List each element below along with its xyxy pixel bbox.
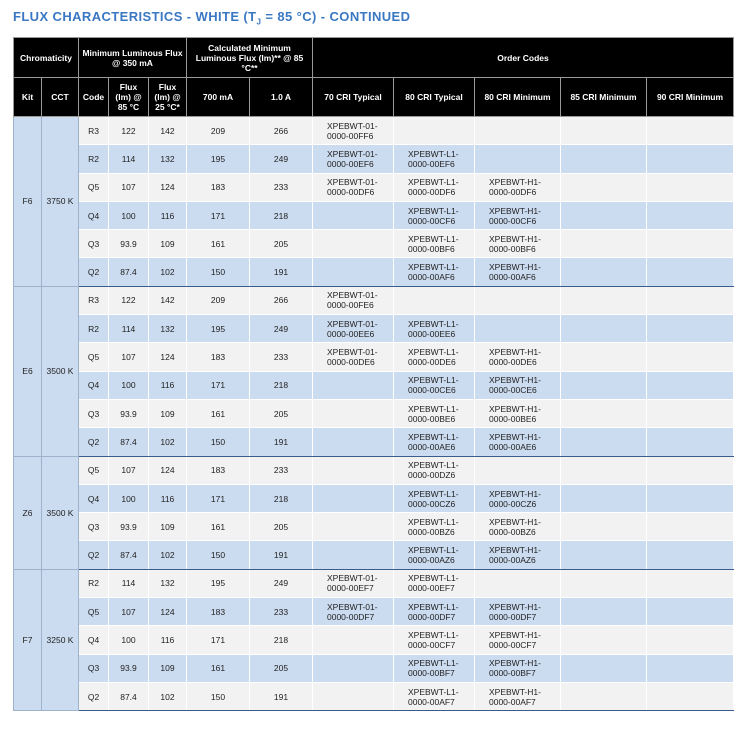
table-row [14, 117, 734, 145]
table-row [14, 654, 734, 682]
code-cell: Q5 [79, 343, 109, 371]
a1-cell: 191 [250, 258, 313, 286]
ma700-cell: 150 [187, 541, 250, 569]
table-row [14, 513, 734, 541]
table-row [14, 626, 734, 654]
order-code-cell [313, 399, 394, 427]
table-row [14, 286, 734, 314]
f85-cell: 122 [109, 117, 149, 145]
order-code-cell: XPEBWT-01-0000-00FF6 [313, 117, 394, 145]
table-row [14, 315, 734, 343]
empty-order-code-cell [561, 569, 647, 597]
code-cell: Q3 [79, 399, 109, 427]
kit-cell: F7 [14, 569, 42, 710]
f85-cell: 107 [109, 598, 149, 626]
order-code-cell [475, 286, 561, 314]
order-code-cell: XPEBWT-L1-0000-00AF7 [394, 682, 475, 710]
f85-cell: 100 [109, 201, 149, 229]
order-code-cell: XPEBWT-L1-0000-00EE6 [394, 315, 475, 343]
table-row [14, 145, 734, 173]
90-cri-minimum-header: 90 CRI Minimum [647, 78, 734, 117]
empty-order-code-cell [647, 399, 734, 427]
code-cell: Q4 [79, 484, 109, 512]
table-body [14, 117, 734, 711]
order-code-cell: XPEBWT-L1-0000-00CF6 [394, 201, 475, 229]
f85-cell: 107 [109, 343, 149, 371]
ma700-cell: 171 [187, 484, 250, 512]
cct-cell: 3500 K [42, 456, 79, 569]
order-code-cell: XPEBWT-01-0000-00DF7 [313, 598, 394, 626]
order-code-cell [313, 428, 394, 456]
table-row [14, 201, 734, 229]
a1-cell: 233 [250, 456, 313, 484]
table-row [14, 682, 734, 710]
f85-cell: 114 [109, 145, 149, 173]
order-code-cell: XPEBWT-L1-0000-00CE6 [394, 371, 475, 399]
code-header: Code [79, 78, 109, 117]
order-code-cell: XPEBWT-H1-0000-00DF7 [475, 598, 561, 626]
f85-cell: 93.9 [109, 654, 149, 682]
f25-cell: 102 [149, 541, 187, 569]
empty-order-code-cell [647, 173, 734, 201]
empty-order-code-cell [561, 598, 647, 626]
order-code-cell: XPEBWT-L1-0000-00AE6 [394, 428, 475, 456]
empty-order-code-cell [647, 654, 734, 682]
ma700-cell: 209 [187, 117, 250, 145]
ma700-cell: 150 [187, 682, 250, 710]
ma700-cell: 209 [187, 286, 250, 314]
order-code-cell: XPEBWT-01-0000-00FE6 [313, 286, 394, 314]
code-cell: Q2 [79, 682, 109, 710]
order-code-cell [313, 654, 394, 682]
f25-cell: 124 [149, 173, 187, 201]
empty-order-code-cell [647, 145, 734, 173]
ma700-cell: 171 [187, 201, 250, 229]
f25-cell: 102 [149, 682, 187, 710]
table-row [14, 484, 734, 512]
f85-cell: 87.4 [109, 258, 149, 286]
ma700-cell: 161 [187, 513, 250, 541]
a1-cell: 266 [250, 117, 313, 145]
empty-order-code-cell [561, 513, 647, 541]
f25-cell: 132 [149, 569, 187, 597]
table-row [14, 569, 734, 597]
empty-order-code-cell [561, 484, 647, 512]
order-code-cell: XPEBWT-H1-0000-00CZ6 [475, 484, 561, 512]
a1-cell: 233 [250, 343, 313, 371]
min-flux-header: Minimum Luminous Flux @ 350 mA [79, 38, 187, 78]
kit-cell: E6 [14, 286, 42, 456]
empty-order-code-cell [647, 456, 734, 484]
a1-cell: 218 [250, 371, 313, 399]
f25-cell: 124 [149, 598, 187, 626]
table-row [14, 541, 734, 569]
empty-order-code-cell [561, 456, 647, 484]
f85-cell: 114 [109, 569, 149, 597]
order-code-cell: XPEBWT-H1-0000-00AZ6 [475, 541, 561, 569]
empty-order-code-cell [561, 117, 647, 145]
80-cri-minimum-header: 80 CRI Minimum [475, 78, 561, 117]
ma700-cell: 183 [187, 173, 250, 201]
f25-cell: 109 [149, 230, 187, 258]
cct-header: CCT [42, 78, 79, 117]
f25-cell: 116 [149, 371, 187, 399]
empty-order-code-cell [561, 626, 647, 654]
flux-table [13, 37, 734, 711]
order-code-cell: XPEBWT-L1-0000-00BF6 [394, 230, 475, 258]
order-code-cell [313, 258, 394, 286]
code-cell: Q4 [79, 371, 109, 399]
order-code-cell: XPEBWT-H1-0000-00AF6 [475, 258, 561, 286]
table-row [14, 173, 734, 201]
empty-order-code-cell [647, 513, 734, 541]
f25-cell: 132 [149, 145, 187, 173]
f25-cell: 142 [149, 117, 187, 145]
order-code-cell: XPEBWT-L1-0000-00BE6 [394, 399, 475, 427]
a1-cell: 205 [250, 654, 313, 682]
a1-cell: 233 [250, 598, 313, 626]
ma700-cell: 195 [187, 315, 250, 343]
f25-cell: 102 [149, 258, 187, 286]
empty-order-code-cell [561, 399, 647, 427]
empty-order-code-cell [647, 626, 734, 654]
a1-cell: 249 [250, 145, 313, 173]
order-code-cell: XPEBWT-L1-0000-00DE6 [394, 343, 475, 371]
empty-order-code-cell [561, 682, 647, 710]
empty-order-code-cell [561, 315, 647, 343]
order-code-cell: XPEBWT-H1-0000-00AF7 [475, 682, 561, 710]
kit-header: Kit [14, 78, 42, 117]
empty-order-code-cell [647, 569, 734, 597]
order-code-cell: XPEBWT-H1-0000-00DF6 [475, 173, 561, 201]
empty-order-code-cell [561, 201, 647, 229]
code-cell: Q3 [79, 513, 109, 541]
order-code-cell: XPEBWT-H1-0000-00BE6 [475, 399, 561, 427]
order-code-cell [313, 230, 394, 258]
order-code-cell [313, 626, 394, 654]
calc-flux-header: Calculated Minimum Luminous Flux (lm)** @ 85 °C** [187, 38, 313, 78]
ma700-cell: 150 [187, 258, 250, 286]
empty-order-code-cell [647, 117, 734, 145]
order-code-cell: XPEBWT-H1-0000-00CF7 [475, 626, 561, 654]
order-code-cell [313, 682, 394, 710]
a1-cell: 218 [250, 201, 313, 229]
ma700-cell: 183 [187, 456, 250, 484]
order-code-cell: XPEBWT-L1-0000-00EF6 [394, 145, 475, 173]
a1-cell: 249 [250, 569, 313, 597]
f85-cell: 100 [109, 371, 149, 399]
f25-cell: 116 [149, 626, 187, 654]
f85-cell: 87.4 [109, 428, 149, 456]
f25-cell: 109 [149, 399, 187, 427]
empty-order-code-cell [647, 258, 734, 286]
table-row [14, 598, 734, 626]
a1-cell: 205 [250, 230, 313, 258]
order-code-cell [313, 513, 394, 541]
order-code-cell: XPEBWT-01-0000-00EF7 [313, 569, 394, 597]
order-code-cell: XPEBWT-H1-0000-00AE6 [475, 428, 561, 456]
empty-order-code-cell [561, 371, 647, 399]
a1-cell: 218 [250, 484, 313, 512]
ma700-cell: 171 [187, 371, 250, 399]
empty-order-code-cell [561, 173, 647, 201]
header-row-2 [14, 78, 734, 117]
order-code-cell: XPEBWT-L1-0000-00DF6 [394, 173, 475, 201]
order-code-cell [313, 371, 394, 399]
table-row [14, 258, 734, 286]
order-code-cell: XPEBWT-L1-0000-00AZ6 [394, 541, 475, 569]
order-code-cell: XPEBWT-H1-0000-00DE6 [475, 343, 561, 371]
f85-cell: 107 [109, 456, 149, 484]
empty-order-code-cell [647, 484, 734, 512]
empty-order-code-cell [647, 541, 734, 569]
order-code-cell: XPEBWT-01-0000-00EE6 [313, 315, 394, 343]
f85-cell: 100 [109, 626, 149, 654]
order-code-cell: XPEBWT-H1-0000-00BF6 [475, 230, 561, 258]
code-cell: R2 [79, 315, 109, 343]
f25-cell: 109 [149, 654, 187, 682]
code-cell: Q2 [79, 541, 109, 569]
f85-cell: 107 [109, 173, 149, 201]
table-row [14, 456, 734, 484]
cct-cell: 3750 K [42, 117, 79, 287]
order-code-cell: XPEBWT-L1-0000-00AF6 [394, 258, 475, 286]
80-cri-typical-header: 80 CRI Typical [394, 78, 475, 117]
order-code-cell [475, 569, 561, 597]
order-code-cell [475, 456, 561, 484]
order-code-cell [313, 201, 394, 229]
ma700-cell: 183 [187, 598, 250, 626]
empty-order-code-cell [561, 654, 647, 682]
empty-order-code-cell [561, 286, 647, 314]
order-code-cell: XPEBWT-01-0000-00EF6 [313, 145, 394, 173]
table-row [14, 428, 734, 456]
a1-cell: 191 [250, 428, 313, 456]
order-code-cell: XPEBWT-H1-0000-00BZ6 [475, 513, 561, 541]
table-row [14, 371, 734, 399]
code-cell: Q2 [79, 258, 109, 286]
kit-cell: F6 [14, 117, 42, 287]
cct-cell: 3500 K [42, 286, 79, 456]
kit-cell: Z6 [14, 456, 42, 569]
order-code-cell [313, 456, 394, 484]
empty-order-code-cell [561, 258, 647, 286]
table-row [14, 399, 734, 427]
a1-cell: 191 [250, 541, 313, 569]
a1-cell: 191 [250, 682, 313, 710]
empty-order-code-cell [647, 682, 734, 710]
chromaticity-header: Chromaticity [14, 38, 79, 78]
ma700-cell: 195 [187, 145, 250, 173]
f25-cell: 116 [149, 201, 187, 229]
order-code-cell [394, 286, 475, 314]
order-codes-header: Order Codes [313, 38, 734, 78]
flux-85-header: Flux (lm) @ 85 °C [109, 78, 149, 117]
f85-cell: 93.9 [109, 230, 149, 258]
empty-order-code-cell [561, 230, 647, 258]
order-code-cell: XPEBWT-L1-0000-00DZ6 [394, 456, 475, 484]
code-cell: Q5 [79, 598, 109, 626]
f85-cell: 87.4 [109, 541, 149, 569]
f25-cell: 116 [149, 484, 187, 512]
table-row [14, 343, 734, 371]
order-code-cell [475, 117, 561, 145]
order-code-cell: XPEBWT-L1-0000-00BF7 [394, 654, 475, 682]
f25-cell: 124 [149, 456, 187, 484]
empty-order-code-cell [647, 315, 734, 343]
code-cell: Q3 [79, 230, 109, 258]
order-code-cell [475, 145, 561, 173]
code-cell: Q4 [79, 201, 109, 229]
f85-cell: 114 [109, 315, 149, 343]
order-code-cell: XPEBWT-L1-0000-00CF7 [394, 626, 475, 654]
empty-order-code-cell [647, 201, 734, 229]
f25-cell: 142 [149, 286, 187, 314]
ma700-cell: 161 [187, 399, 250, 427]
ma700-cell: 183 [187, 343, 250, 371]
table-row [14, 230, 734, 258]
order-code-cell: XPEBWT-01-0000-00DE6 [313, 343, 394, 371]
code-cell: Q5 [79, 456, 109, 484]
ma700-cell: 171 [187, 626, 250, 654]
code-cell: Q2 [79, 428, 109, 456]
a1-cell: 218 [250, 626, 313, 654]
page-title: FLUX CHARACTERISTICS - WHITE ($T_J = 85$ °C) - CONTINUED [13, 9, 411, 27]
f25-cell: 109 [149, 513, 187, 541]
order-code-cell: XPEBWT-H1-0000-00CE6 [475, 371, 561, 399]
code-cell: Q5 [79, 173, 109, 201]
order-code-cell: XPEBWT-L1-0000-00BZ6 [394, 513, 475, 541]
700ma-header: 700 mA [187, 78, 250, 117]
f85-cell: 87.4 [109, 682, 149, 710]
a1-cell: 266 [250, 286, 313, 314]
70-cri-typical-header: 70 CRI Typical [313, 78, 394, 117]
order-code-cell [313, 484, 394, 512]
ma700-cell: 195 [187, 569, 250, 597]
empty-order-code-cell [561, 145, 647, 173]
ma700-cell: 150 [187, 428, 250, 456]
85-cri-minimum-header: 85 CRI Minimum [561, 78, 647, 117]
cct-cell: 3250 K [42, 569, 79, 710]
order-code-cell: XPEBWT-01-0000-00DF6 [313, 173, 394, 201]
a1-cell: 205 [250, 399, 313, 427]
code-cell: R3 [79, 286, 109, 314]
order-code-cell [394, 117, 475, 145]
1a-header: 1.0 A [250, 78, 313, 117]
empty-order-code-cell [561, 541, 647, 569]
order-code-cell: XPEBWT-L1-0000-00EF7 [394, 569, 475, 597]
empty-order-code-cell [561, 428, 647, 456]
code-cell: R3 [79, 117, 109, 145]
code-cell: R2 [79, 145, 109, 173]
order-code-cell: XPEBWT-L1-0000-00DF7 [394, 598, 475, 626]
empty-order-code-cell [647, 428, 734, 456]
empty-order-code-cell [647, 343, 734, 371]
empty-order-code-cell [647, 286, 734, 314]
empty-order-code-cell [647, 230, 734, 258]
order-code-cell [313, 541, 394, 569]
f85-cell: 93.9 [109, 513, 149, 541]
empty-order-code-cell [647, 371, 734, 399]
f85-cell: 93.9 [109, 399, 149, 427]
f25-cell: 124 [149, 343, 187, 371]
empty-order-code-cell [647, 598, 734, 626]
header-row-1 [14, 38, 734, 78]
f85-cell: 122 [109, 286, 149, 314]
a1-cell: 249 [250, 315, 313, 343]
a1-cell: 205 [250, 513, 313, 541]
code-cell: Q3 [79, 654, 109, 682]
order-code-cell: XPEBWT-H1-0000-00BF7 [475, 654, 561, 682]
f85-cell: 100 [109, 484, 149, 512]
ma700-cell: 161 [187, 230, 250, 258]
flux-25-header: Flux (lm) @ 25 °C* [149, 78, 187, 117]
code-cell: Q4 [79, 626, 109, 654]
a1-cell: 233 [250, 173, 313, 201]
f25-cell: 102 [149, 428, 187, 456]
ma700-cell: 161 [187, 654, 250, 682]
order-code-cell: XPEBWT-H1-0000-00CF6 [475, 201, 561, 229]
order-code-cell: XPEBWT-L1-0000-00CZ6 [394, 484, 475, 512]
empty-order-code-cell [561, 343, 647, 371]
order-code-cell [475, 315, 561, 343]
code-cell: R2 [79, 569, 109, 597]
f25-cell: 132 [149, 315, 187, 343]
